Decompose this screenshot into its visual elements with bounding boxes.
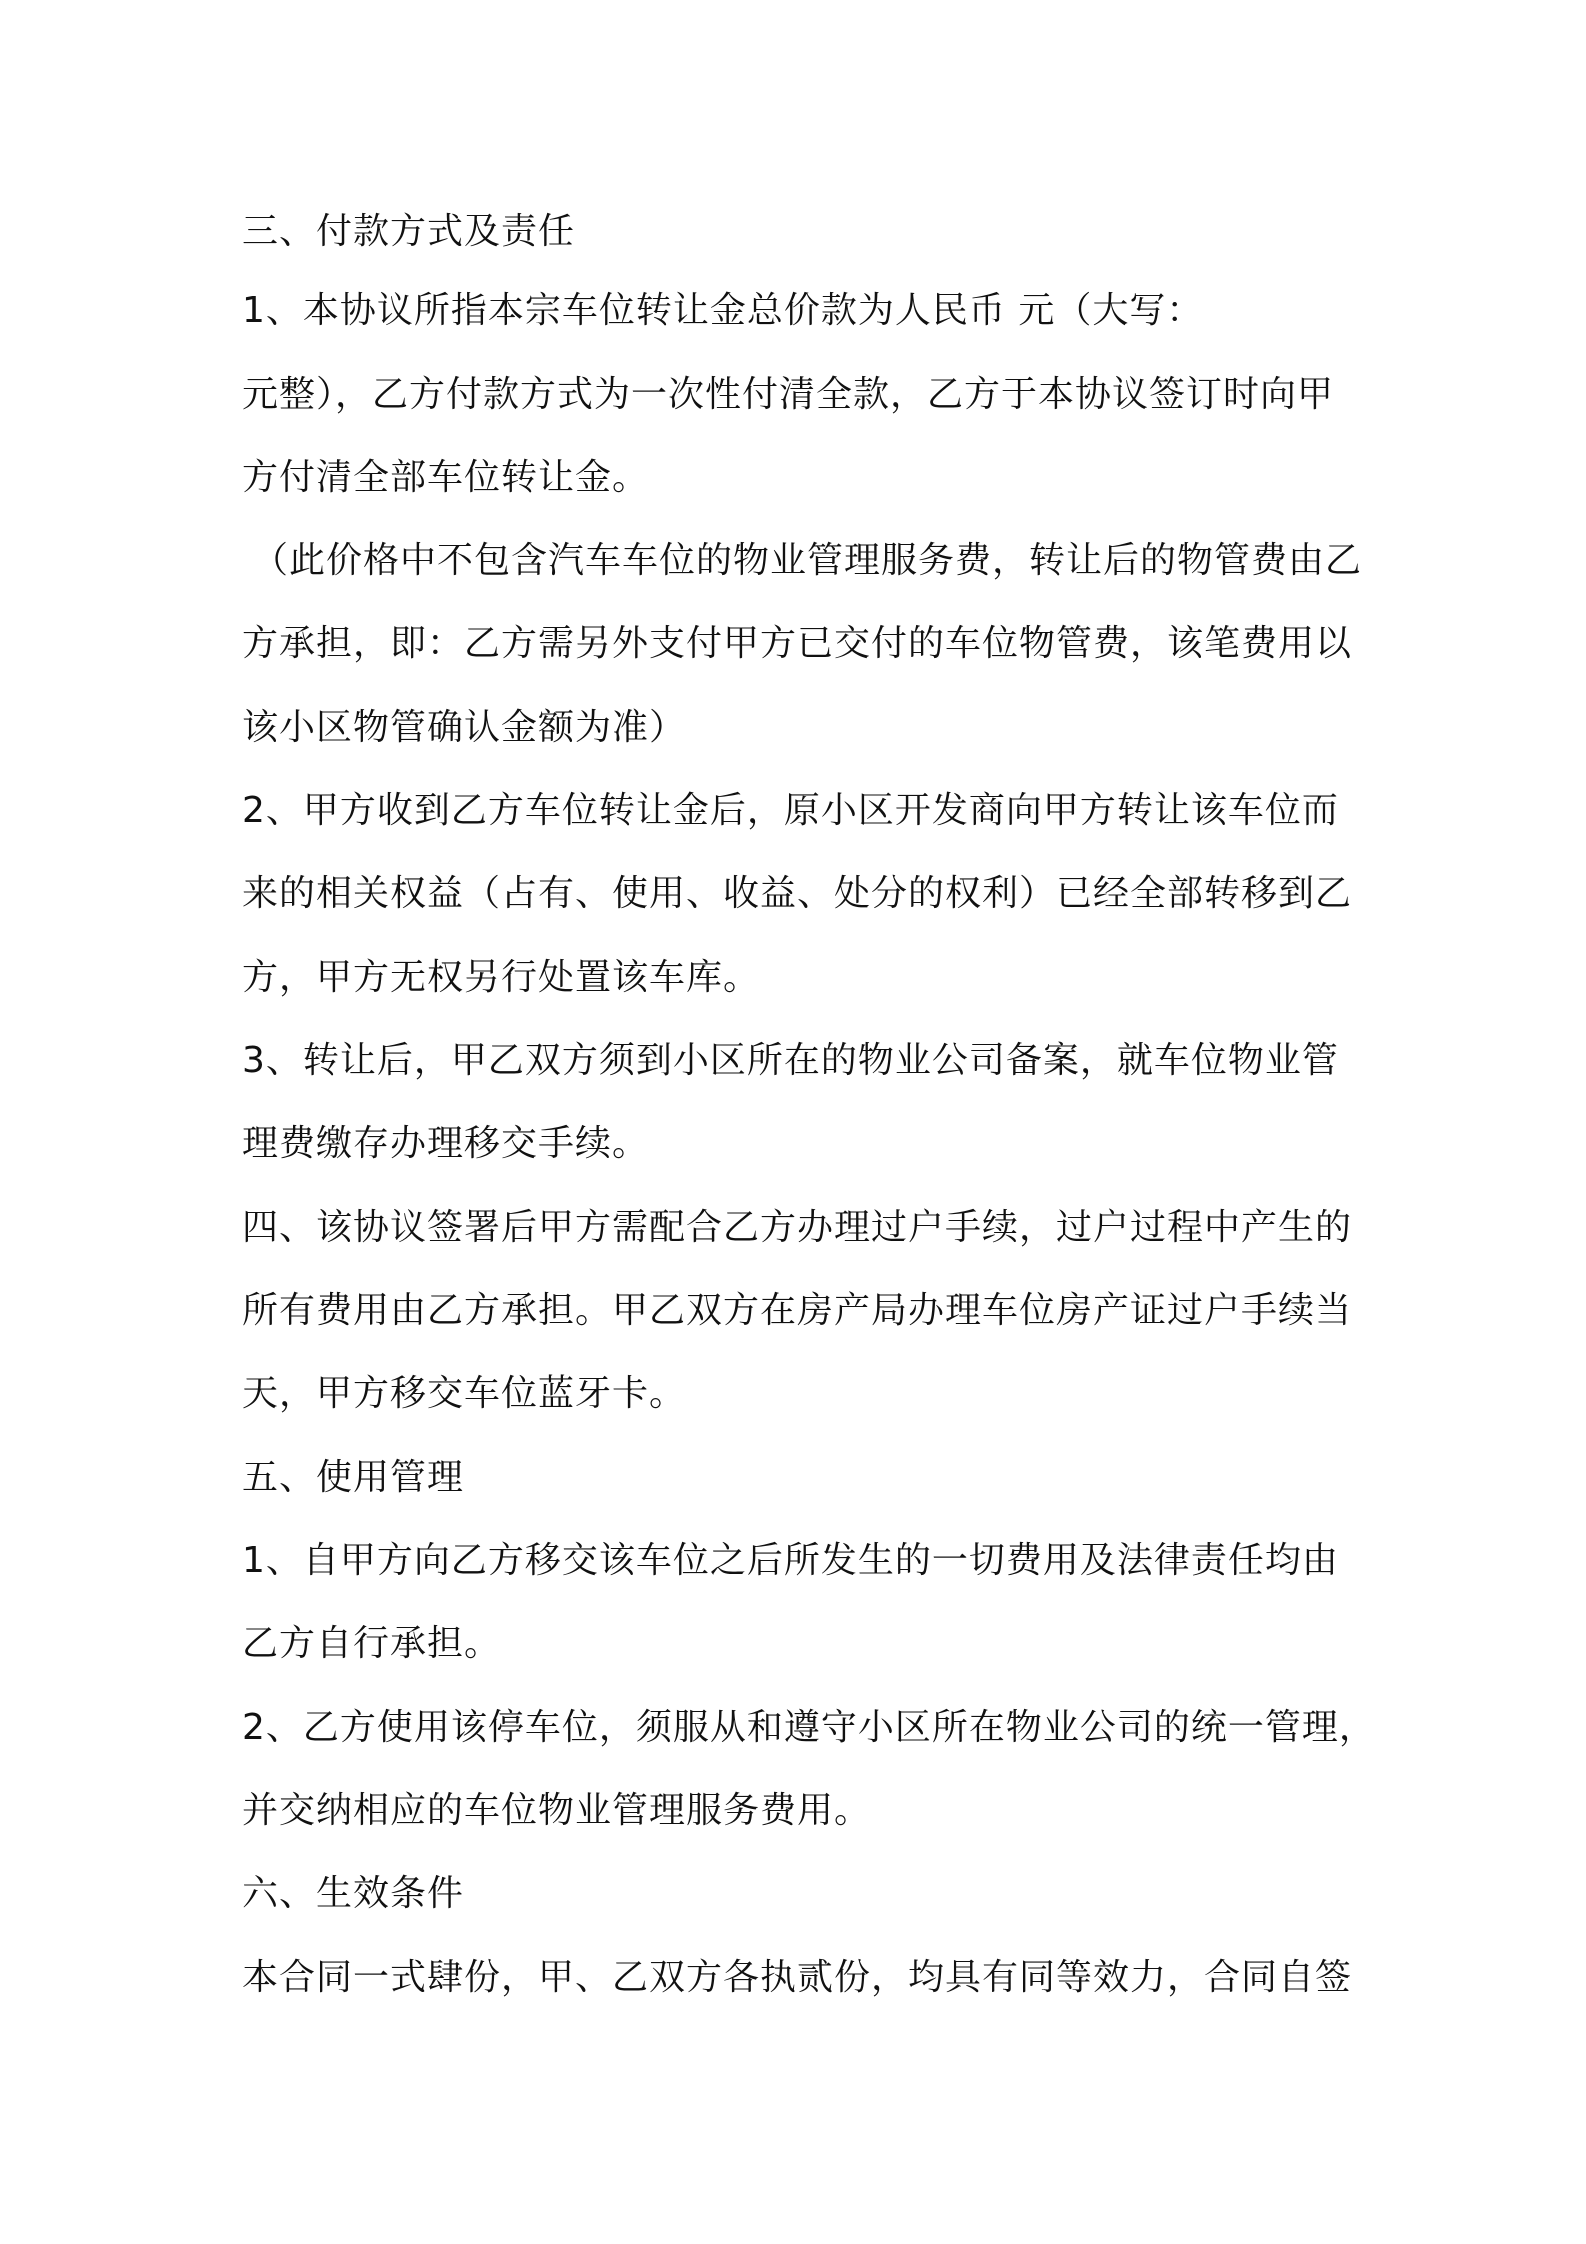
section-heading-payment: 三、付款方式及责任: [242, 211, 576, 252]
paragraph-line: 天，甲方移交车位蓝牙卡。: [242, 1373, 687, 1414]
paragraph-line: 元整），乙方付款方式为一次性付清全款，乙方于本协议签订时向甲: [242, 374, 1335, 415]
paragraph-line: 2、甲方收到乙方车位转让金后，原小区开发商向甲方转让该车位而: [242, 790, 1339, 831]
paragraph-line: 理费缴存办理移交手续。: [242, 1123, 650, 1164]
paragraph-line: 该小区物管确认金额为准）: [242, 707, 687, 748]
paragraph-line: 本合同一式肆份，甲、乙双方各执贰份，均具有同等效力，合同自签: [242, 1957, 1353, 1998]
paragraph-line: 3、转让后，甲乙双方须到小区所在的物业公司备案，就车位物业管: [242, 1040, 1339, 1081]
paragraph-line: 四、该协议签署后甲方需配合乙方办理过户手续，过户过程中产生的: [242, 1207, 1353, 1248]
section-heading-effect: 六、生效条件: [242, 1873, 465, 1914]
paragraph-line: （此价格中不包含汽车车位的物业管理服务费，转让后的物管费由乙: [252, 540, 1363, 581]
paragraph-line: 1、本协议所指本宗车位转让金总价款为人民币 元（大写：: [242, 290, 1204, 331]
paragraph-line: 所有费用由乙方承担。甲乙双方在房产局办理车位房产证过户手续当: [242, 1290, 1353, 1331]
paragraph-line: 2、乙方使用该停车位，须服从和遵守小区所在物业公司的统一管理，: [242, 1707, 1376, 1748]
paragraph-line: 方承担，即：乙方需另外支付甲方已交付的车位物管费，该笔费用以: [242, 623, 1353, 664]
paragraph-line: 方付清全部车位转让金。: [242, 457, 650, 498]
paragraph-line: 1、自甲方向乙方移交该车位之后所发生的一切费用及法律责任均由: [242, 1540, 1339, 1581]
paragraph-line: 来的相关权益（占有、使用、收益、处分的权利）已经全部转移到乙: [242, 873, 1353, 914]
paragraph-line: 并交纳相应的车位物业管理服务费用。: [242, 1790, 872, 1831]
paragraph-line: 方，甲方无权另行处置该车库。: [242, 957, 761, 998]
paragraph-line: 乙方自行承担。: [242, 1623, 502, 1664]
section-heading-usage: 五、使用管理: [242, 1457, 465, 1498]
